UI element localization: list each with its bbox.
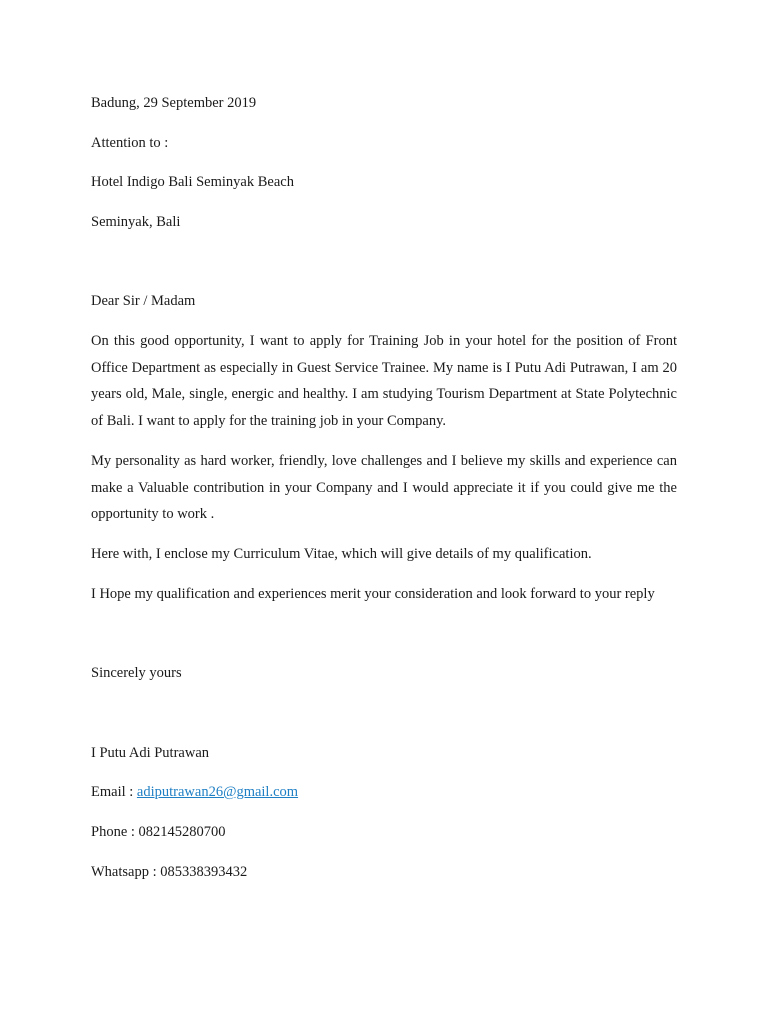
whatsapp-line: Whatsapp : 085338393432 — [91, 864, 248, 880]
email-label: Email : — [91, 784, 137, 800]
signature-name: I Putu Adi Putrawan — [91, 745, 210, 761]
body-paragraph-2: My personality as hard worker, friendly, love challenges and I believe my skills and experience can make a Valuable contribution in your Company and I would appreciate it if you could give me the opportunity to work . — [91, 453, 677, 522]
attention-label: Attention to : — [91, 135, 169, 151]
closing: Sincerely yours — [91, 665, 182, 681]
body-paragraph-3: Here with, I enclose my Curriculum Vitae, which will give details of my qualification. — [91, 546, 592, 562]
recipient-location: Seminyak, Bali — [91, 214, 181, 230]
recipient-name: Hotel Indigo Bali Seminyak Beach — [91, 174, 294, 190]
letter-date: Badung, 29 September 2019 — [91, 95, 257, 111]
email-line — [91, 783, 298, 801]
phone-line: Phone : 082145280700 — [91, 824, 226, 840]
salutation: Dear Sir / Madam — [91, 293, 196, 309]
body-paragraph-4: I Hope my qualification and experiences merit your consideration and look forward to your reply — [91, 586, 655, 602]
body-paragraph-1: On this good opportunity, I want to apply for Training Job in your hotel for the position of Front Office Department as especially in Guest Service Trainee. My name is I Putu Adi Putrawan, I am 20 years old, Male, single, energic and healthy. I am studying Tourism Department at State Polytechnic of Bali. I want to apply for the training job in your Company. — [91, 333, 677, 429]
email-link[interactable]: adiputrawan26@gmail.com — [136, 784, 299, 800]
